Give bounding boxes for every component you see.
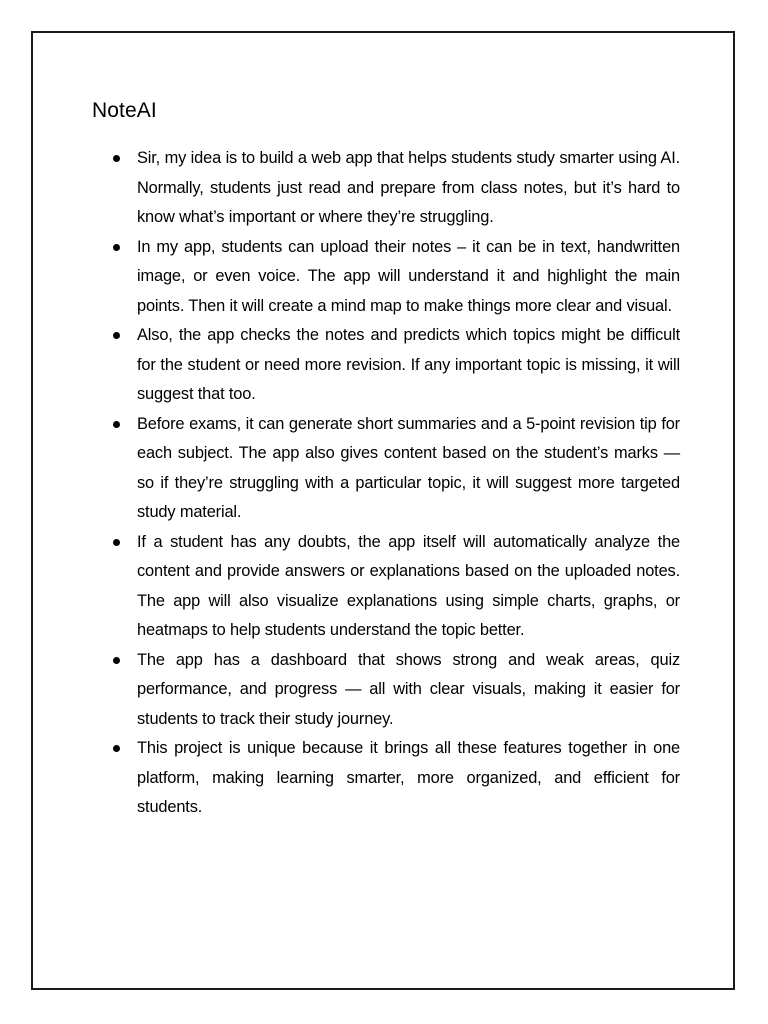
bullet-text-7: This project is unique because it brings all these features together in one platform, making learning smarter, more organized, and efficient for students. <box>137 739 680 816</box>
bullet-dot-icon <box>113 244 120 251</box>
bullet-text-6: The app has a dashboard that shows strong and weak areas, quiz performance, and progress — all with clear visuals, making it easier for students to track their study journey. <box>137 650 680 728</box>
bullet-item-4 <box>137 410 680 528</box>
bullet-item-1 <box>137 144 680 233</box>
bullet-text-1: Sir, my idea is to build a web app that helps students study smarter using AI. Normally, students just read and prepare from class notes, but it’s hard to know what’s important or where they’re struggling. <box>137 149 680 226</box>
bullet-text-2: In my app, students can upload their notes – it can be in text, handwritten image, or even voice. The app will understand it and highlight the main points. Then it will create a mind map to make things more clear and visual. <box>137 237 680 315</box>
bullet-item-3 <box>137 321 680 410</box>
document-page <box>31 31 735 990</box>
bullet-dot-icon <box>113 155 120 162</box>
bullet-dot-icon <box>113 539 120 546</box>
bullet-item-2 <box>137 233 680 322</box>
bullet-item-5 <box>137 528 680 646</box>
bullet-item-6 <box>137 646 680 735</box>
bullet-text-5: If a student has any doubts, the app itself will automatically analyze the content and provide answers or explanations based on the uploaded notes. The app will also visualize explanations using simple charts, graphs, or heatmaps to help students understand the topic better. <box>137 532 680 639</box>
document-title: NoteAI <box>92 99 157 122</box>
bullet-item-7 <box>137 734 680 823</box>
bullet-text-3: Also, the app checks the notes and predicts which topics might be difficult for the student or need more revision. If any important topic is missing, it will suggest that too. <box>137 326 680 403</box>
bullet-dot-icon <box>113 657 120 664</box>
bullet-dot-icon <box>113 332 120 339</box>
bullet-dot-icon <box>113 421 120 428</box>
bullet-dot-icon <box>113 745 120 752</box>
bullet-list <box>137 144 680 823</box>
bullet-text-4: Before exams, it can generate short summaries and a 5-point revision tip for each subject. The app also gives content based on the student’s marks — so if they’re struggling with a particular topic, it will suggest more targeted study material. <box>137 414 680 521</box>
